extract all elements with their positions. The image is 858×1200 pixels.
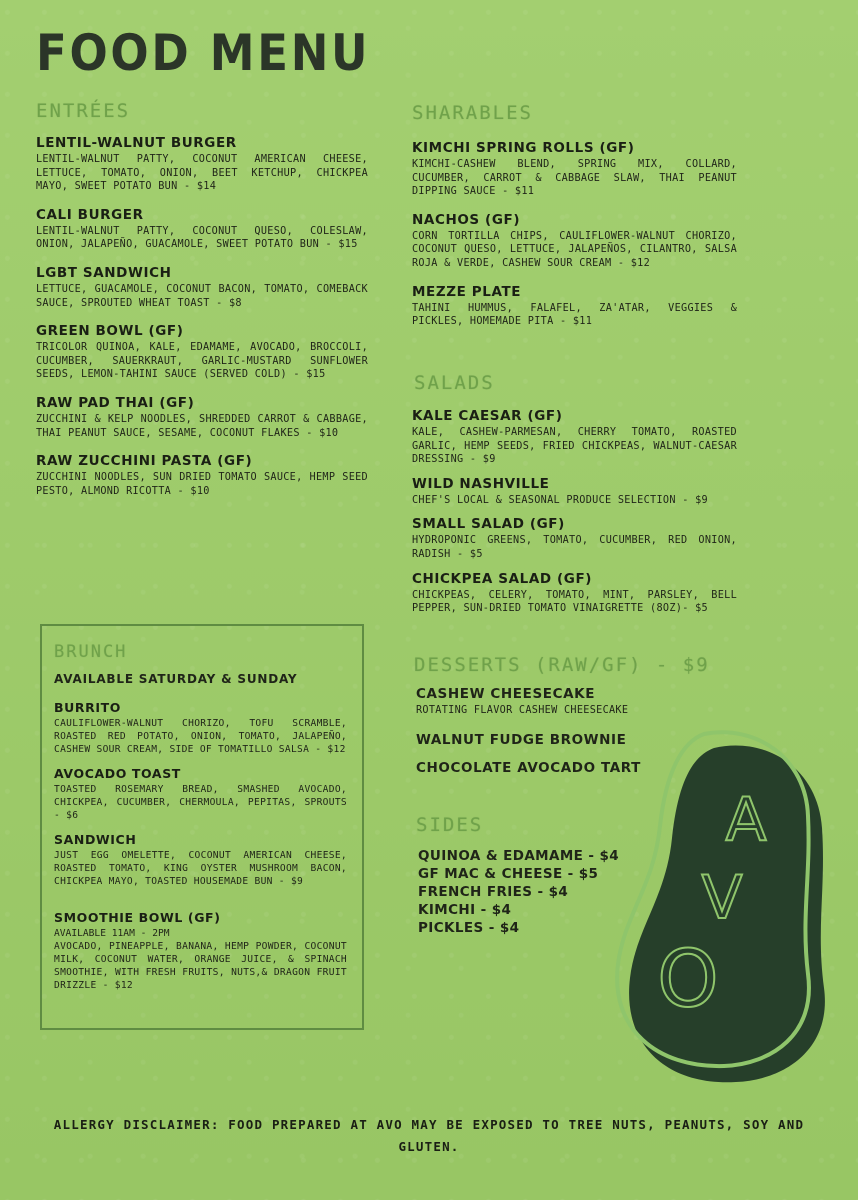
menu-item	[54, 766, 347, 822]
brunch-list	[54, 642, 347, 1005]
menu-item	[412, 571, 737, 616]
item-description: CHICKPEAS, CELERY, TOMATO, MINT, PARSLEY, BELL PEPPER, SUN-DRIED TOMATO VINAIGRETTE (8OZ)- $5	[412, 589, 737, 615]
item-name: GREEN BOWL (GF)	[36, 323, 184, 340]
item-name: MEZZE PLATE	[412, 283, 522, 300]
item-name: SMALL SALAD (GF)	[412, 516, 565, 533]
item-description: CAULIFLOWER-WALNUT CHORIZO, TOFU SCRAMBLE, ROASTED RED POTATO, ONION, TOMATO, JALAPEÑO, CASHEW SOUR CREAM, SIDE OF TOMATILLO SALSA - $12	[54, 718, 347, 755]
item-name: KALE CAESAR (GF)	[412, 408, 563, 424]
salads-list	[412, 408, 737, 629]
side-item: GF MAC & CHEESE - $5	[418, 866, 599, 882]
item-description: LENTIL-WALNUT PATTY, COCONUT QUESO, COLESLAW, ONION, JALAPEÑO, GUACAMOLE, SWEET POTATO BUN - $15	[36, 225, 368, 251]
side-item: KIMCHI - $4	[418, 902, 512, 918]
menu-item	[412, 140, 737, 199]
item-name: CHICKPEA SALAD (GF)	[412, 570, 593, 587]
sides-heading: SIDES	[416, 814, 484, 836]
item-note: AVAILABLE 11AM - 2PM	[54, 928, 170, 939]
menu-item	[412, 212, 737, 271]
menu-item	[54, 700, 347, 756]
item-name: CHOCOLATE AVOCADO TART	[416, 759, 641, 776]
item-description: JUST EGG OMELETTE, COCONUT AMERICAN CHEESE, ROASTED TOMATO, KING OYSTER MUSHROOM BACON, CHICKPEA MAYO, TOASTED HOUSEMADE BUN - $9	[54, 850, 347, 887]
item-name: LENTIL-WALNUT BURGER	[36, 135, 237, 151]
item-name: KIMCHI SPRING ROLLS (GF)	[412, 140, 635, 156]
item-description: CORN TORTILLA CHIPS, CAULIFLOWER-WALNUT CHORIZO, COCONUT QUESO, LETTUCE, JALAPEÑOS, CILANTRO, SALSA ROJA & VERDE, CASHEW SOUR CREAM - $12	[412, 230, 737, 269]
item-name: CALI BURGER	[36, 206, 144, 223]
side-item: PICKLES - $4	[418, 920, 520, 936]
item-name: SANDWICH	[54, 832, 137, 847]
item-name: LGBT SANDWICH	[36, 264, 172, 281]
item-description: AVOCADO, PINEAPPLE, BANANA, HEMP POWDER, COCONUT MILK, COCONUT WATER, ORANGE JUICE, & SPINACH SMOOTHIE, WITH FRESH FRUITS, NUTS,& DRAGON FRUIT DRIZZLE - $12	[54, 941, 347, 991]
item-name: NACHOS (GF)	[412, 211, 521, 228]
item-name: RAW PAD THAI (GF)	[36, 394, 195, 411]
item-description: ROTATING FLAVOR CASHEW CHEESECAKE	[416, 705, 629, 716]
menu-item	[54, 832, 347, 888]
item-description: CHEF'S LOCAL & SEASONAL PRODUCE SELECTION - $9	[412, 494, 708, 506]
menu-item	[36, 453, 368, 498]
sharables-heading: SHARABLES	[412, 102, 533, 124]
menu-item	[36, 265, 368, 310]
menu-item	[412, 408, 737, 467]
item-description: ZUCCHINI & KELP NOODLES, SHREDDED CARROT & CABBAGE, THAI PEANUT SAUCE, SESAME, COCONUT FLAKES - $10	[36, 413, 368, 439]
brunch-box	[40, 624, 364, 1030]
item-name: SMOOTHIE BOWL (GF)	[54, 910, 221, 925]
item-name: WALNUT FUDGE BROWNIE	[416, 731, 627, 748]
item-name: RAW ZUCCHINI PASTA (GF)	[36, 453, 253, 470]
item-description: KALE, CASHEW-PARMESAN, CHERRY TOMATO, ROASTED GARLIC, HEMP SEEDS, FRIED CHICKPEAS, WALNUT-CAESAR DRESSING - $9	[412, 427, 737, 466]
salads-heading: SALADS	[414, 372, 495, 394]
item-name: BURRITO	[54, 700, 121, 715]
logo-letter-a: A	[725, 785, 767, 855]
menu-item	[36, 323, 368, 382]
menu-item	[412, 516, 737, 561]
item-description: KIMCHI-CASHEW BLEND, SPRING MIX, COLLARD, CUCUMBER, CARROT & CABBAGE SLAW, THAI PEANUT DIPPING SAUCE - $11	[412, 159, 737, 198]
item-description: LENTIL-WALNUT PATTY, COCONUT AMERICAN CHEESE, LETTUCE, TOMATO, ONION, BEET KETCHUP, CHICKPEA MAYO, SWEET POTATO BUN - $14	[36, 154, 368, 193]
entrees-heading: ENTRÉES	[36, 100, 131, 122]
menu-item	[412, 284, 737, 329]
side-item: QUINOA & EDAMAME - $4	[418, 848, 620, 864]
item-description: TAHINI HUMMUS, FALAFEL, ZA'ATAR, VEGGIES & PICKLES, HOMEMADE PITA - $11	[412, 302, 737, 328]
item-description: TRICOLOR QUINOA, KALE, EDAMAME, AVOCADO, BROCCOLI, CUCUMBER, SAUERKRAUT, GARLIC-MUSTARD SUNFLOWER SEEDS, LEMON-TAHINI SAUCE (SERVED COLD) - $15	[36, 342, 368, 381]
brunch-availability: AVAILABLE SATURDAY & SUNDAY	[54, 672, 298, 686]
item-description: TOASTED ROSEMARY BREAD, SMASHED AVOCADO, CHICKPEA, CUCUMBER, CHERMOULA, PEPITAS, SPROUTS - $6	[54, 784, 347, 821]
menu-item	[36, 207, 368, 252]
item-description: ZUCCHINI NOODLES, SUN DRIED TOMATO SAUCE, HEMP SEED PESTO, ALMOND RICOTTA - $10	[36, 472, 368, 497]
sharables-list	[412, 140, 737, 342]
page-title: FOOD MENU	[36, 24, 371, 82]
entrees-list	[36, 135, 368, 511]
allergy-disclaimer: ALLERGY DISCLAIMER: FOOD PREPARED AT AVO MAY BE EXPOSED TO TREE NUTS, PEANUTS, SOY AND GLUTEN.	[53, 1117, 805, 1154]
desserts-heading: DESSERTS (RAW/GF) - $9	[414, 654, 710, 676]
avo-logo	[596, 728, 826, 1088]
item-name: AVOCADO TOAST	[54, 766, 181, 781]
logo-letter-v: V	[701, 863, 743, 933]
item-name: WILD NASHVILLE	[412, 475, 550, 492]
brunch-heading: BRUNCH	[54, 642, 128, 662]
item-description: HYDROPONIC GREENS, TOMATO, CUCUMBER, RED ONION, RADISH - $5	[412, 535, 737, 560]
side-item: FRENCH FRIES - $4	[418, 884, 569, 900]
menu-item	[36, 395, 368, 440]
menu-item	[54, 910, 347, 992]
item-name: CASHEW CHEESECAKE	[416, 686, 596, 702]
menu-item	[412, 476, 737, 508]
logo-letter-o: O	[657, 935, 719, 1025]
item-description: LETTUCE, GUACAMOLE, COCONUT BACON, TOMATO, COMEBACK SAUCE, SPROUTED WHEAT TOAST - $8	[36, 283, 368, 309]
menu-item	[36, 135, 368, 194]
